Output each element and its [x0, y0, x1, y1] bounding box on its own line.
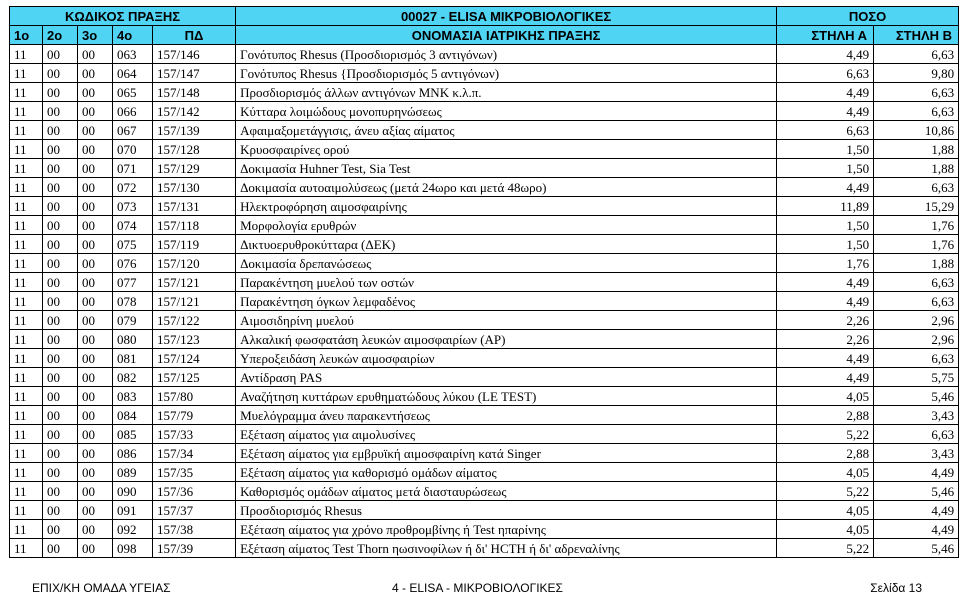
col-header-a: ΣΤΗΛΗ Α — [777, 26, 874, 45]
price-a: 5,22 — [777, 425, 874, 444]
table-row — [10, 292, 959, 311]
pd-code: 157/129 — [153, 159, 236, 178]
pd-code: 157/35 — [153, 463, 236, 482]
pd-code: 157/122 — [153, 311, 236, 330]
code-3: 00 — [78, 235, 113, 254]
code-2: 00 — [43, 330, 78, 349]
code-4: 063 — [113, 45, 153, 64]
price-b: 2,96 — [874, 330, 959, 349]
pd-code: 157/121 — [153, 273, 236, 292]
code-1: 11 — [10, 45, 43, 64]
code-3: 00 — [78, 197, 113, 216]
price-b: 5,46 — [874, 387, 959, 406]
procedure-name: Παρακέντηση μυελού των οστών — [236, 273, 777, 292]
code-2: 00 — [43, 425, 78, 444]
procedure-name: Εξέταση αίματος Test Thorn ηωσινοφίλων ή δι' ΗCTH ή δι' αδρεναλίνης — [236, 539, 777, 558]
code-3: 00 — [78, 368, 113, 387]
col-header-1: 1ο — [10, 26, 43, 45]
code-1: 11 — [10, 463, 43, 482]
code-2: 00 — [43, 83, 78, 102]
code-3: 00 — [78, 425, 113, 444]
price-a: 4,05 — [777, 463, 874, 482]
pd-code: 157/120 — [153, 254, 236, 273]
table-row — [10, 159, 959, 178]
col-header-3: 3ο — [78, 26, 113, 45]
col-header-pd: ΠΔ — [153, 26, 236, 45]
price-b: 1,88 — [874, 254, 959, 273]
code-4: 078 — [113, 292, 153, 311]
price-a: 2,26 — [777, 330, 874, 349]
code-4: 082 — [113, 368, 153, 387]
price-a: 4,49 — [777, 45, 874, 64]
code-4: 064 — [113, 64, 153, 83]
price-a: 1,50 — [777, 140, 874, 159]
procedure-name: Ηλεκτροφόρηση αιμοσφαιρίνης — [236, 197, 777, 216]
table-row — [10, 368, 959, 387]
code-3: 00 — [78, 463, 113, 482]
code-1: 11 — [10, 254, 43, 273]
procedure-name: Παρακέντηση όγκων λεμφαδένος — [236, 292, 777, 311]
code-2: 00 — [43, 216, 78, 235]
pd-code: 157/118 — [153, 216, 236, 235]
price-a: 2,88 — [777, 406, 874, 425]
code-3: 00 — [78, 444, 113, 463]
pd-code: 157/124 — [153, 349, 236, 368]
code-2: 00 — [43, 45, 78, 64]
code-3: 00 — [78, 140, 113, 159]
code-4: 079 — [113, 311, 153, 330]
pd-code: 157/147 — [153, 64, 236, 83]
code-2: 00 — [43, 349, 78, 368]
code-1: 11 — [10, 482, 43, 501]
pd-code: 157/130 — [153, 178, 236, 197]
code-2: 00 — [43, 159, 78, 178]
code-3: 00 — [78, 254, 113, 273]
price-a: 4,05 — [777, 501, 874, 520]
code-2: 00 — [43, 539, 78, 558]
table-row — [10, 444, 959, 463]
price-a: 4,05 — [777, 520, 874, 539]
table-row — [10, 178, 959, 197]
code-1: 11 — [10, 501, 43, 520]
code-1: 11 — [10, 178, 43, 197]
price-a: 2,26 — [777, 311, 874, 330]
price-b: 9,80 — [874, 64, 959, 83]
code-4: 066 — [113, 102, 153, 121]
pd-code: 157/139 — [153, 121, 236, 140]
code-2: 00 — [43, 121, 78, 140]
pd-code: 157/125 — [153, 368, 236, 387]
code-1: 11 — [10, 197, 43, 216]
col-header-4: 4ο — [113, 26, 153, 45]
code-2: 00 — [43, 292, 78, 311]
code-3: 00 — [78, 121, 113, 140]
code-4: 076 — [113, 254, 153, 273]
code-4: 073 — [113, 197, 153, 216]
table-row — [10, 83, 959, 102]
table-row — [10, 425, 959, 444]
price-a: 4,49 — [777, 273, 874, 292]
code-4: 067 — [113, 121, 153, 140]
code-3: 00 — [78, 159, 113, 178]
code-3: 00 — [78, 387, 113, 406]
pd-code: 157/80 — [153, 387, 236, 406]
code-2: 00 — [43, 520, 78, 539]
footer-center: 4 - ELISA - ΜΙΚΡΟΒΙΟΛΟΓΙΚΕΣ — [392, 581, 563, 595]
code-4: 089 — [113, 463, 153, 482]
code-1: 11 — [10, 64, 43, 83]
table-row — [10, 387, 959, 406]
procedure-name: Γονότυπος Rhesus (Προσδιορισμός 3 αντιγόνων) — [236, 45, 777, 64]
procedures-table — [9, 6, 959, 558]
price-b: 3,43 — [874, 406, 959, 425]
table-row — [10, 463, 959, 482]
code-2: 00 — [43, 197, 78, 216]
table-row — [10, 254, 959, 273]
code-3: 00 — [78, 102, 113, 121]
table-row — [10, 102, 959, 121]
procedure-name: Δοκιμασία δρεπανώσεως — [236, 254, 777, 273]
code-3: 00 — [78, 64, 113, 83]
code-2: 00 — [43, 406, 78, 425]
price-b: 4,49 — [874, 520, 959, 539]
code-2: 00 — [43, 444, 78, 463]
code-1: 11 — [10, 292, 43, 311]
price-a: 5,22 — [777, 539, 874, 558]
page-footer — [0, 575, 960, 595]
code-4: 090 — [113, 482, 153, 501]
code-1: 11 — [10, 102, 43, 121]
price-b: 6,63 — [874, 292, 959, 311]
price-b: 5,46 — [874, 482, 959, 501]
price-a: 5,22 — [777, 482, 874, 501]
price-b: 15,29 — [874, 197, 959, 216]
code-4: 070 — [113, 140, 153, 159]
pd-code: 157/131 — [153, 197, 236, 216]
code-1: 11 — [10, 349, 43, 368]
price-b: 2,96 — [874, 311, 959, 330]
header-row-1 — [10, 7, 959, 26]
table-row — [10, 520, 959, 539]
pd-code: 157/39 — [153, 539, 236, 558]
price-b: 10,86 — [874, 121, 959, 140]
price-b: 3,43 — [874, 444, 959, 463]
code-1: 11 — [10, 311, 43, 330]
code-2: 00 — [43, 235, 78, 254]
procedure-name: Αλκαλική φωσφατάση λευκών αιμοσφαιρίων (ΑΡ) — [236, 330, 777, 349]
pd-code: 157/33 — [153, 425, 236, 444]
procedure-name: Προσδιορισμός άλλων αντιγόνων ΜΝΚ κ.λ.π. — [236, 83, 777, 102]
code-4: 083 — [113, 387, 153, 406]
price-b: 6,63 — [874, 178, 959, 197]
code-1: 11 — [10, 425, 43, 444]
code-3: 00 — [78, 520, 113, 539]
header-row-2 — [10, 26, 959, 45]
code-3: 00 — [78, 482, 113, 501]
code-3: 00 — [78, 539, 113, 558]
code-3: 00 — [78, 330, 113, 349]
code-2: 00 — [43, 273, 78, 292]
code-1: 11 — [10, 83, 43, 102]
procedure-name: Καθορισμός ομάδων αίματος μετά διασταυρώσεως — [236, 482, 777, 501]
code-2: 00 — [43, 482, 78, 501]
code-1: 11 — [10, 387, 43, 406]
code-1: 11 — [10, 520, 43, 539]
code-4: 092 — [113, 520, 153, 539]
code-3: 00 — [78, 83, 113, 102]
price-a: 1,50 — [777, 235, 874, 254]
code-1: 11 — [10, 330, 43, 349]
price-a: 4,05 — [777, 387, 874, 406]
price-b: 5,46 — [874, 539, 959, 558]
price-b: 6,63 — [874, 102, 959, 121]
procedure-name: Εξέταση αίματος για καθορισμό ομάδων αίματος — [236, 463, 777, 482]
table-row — [10, 140, 959, 159]
procedure-name: Αιμοσιδηρίνη μυελού — [236, 311, 777, 330]
price-b: 6,63 — [874, 349, 959, 368]
code-1: 11 — [10, 539, 43, 558]
price-a: 4,49 — [777, 368, 874, 387]
procedure-name: Προσδιορισμός Rhesus — [236, 501, 777, 520]
price-a: 2,88 — [777, 444, 874, 463]
code-4: 074 — [113, 216, 153, 235]
col-header-name: ΟΝΟΜΑΣΙΑ ΙΑΤΡΙΚΗΣ ΠΡΑΞΗΣ — [236, 26, 777, 45]
pd-code: 157/146 — [153, 45, 236, 64]
table-row — [10, 235, 959, 254]
price-a: 4,49 — [777, 83, 874, 102]
procedure-name: Αναζήτηση κυττάρων ερυθηματώδους λύκου (LE TEST) — [236, 387, 777, 406]
document-title: 00027 - ELISA ΜΙΚΡΟΒΙΟΛΟΓΙΚΕΣ — [236, 7, 777, 26]
procedure-name: Δοκιμασία αυτοαιμολύσεως (μετά 24ωρο και μετά 48ωρο) — [236, 178, 777, 197]
price-a: 4,49 — [777, 292, 874, 311]
price-a: 11,89 — [777, 197, 874, 216]
procedure-name: Κύτταρα λοιμώδους μονοπυρηνώσεως — [236, 102, 777, 121]
pd-code: 157/123 — [153, 330, 236, 349]
pd-code: 157/34 — [153, 444, 236, 463]
price-a: 6,63 — [777, 121, 874, 140]
page-number: Σελίδα 13 — [870, 581, 922, 595]
code-3: 00 — [78, 292, 113, 311]
table-row — [10, 273, 959, 292]
code-1: 11 — [10, 368, 43, 387]
table-row — [10, 216, 959, 235]
table-row — [10, 64, 959, 83]
amount-header: ΠΟΣΟ — [777, 7, 959, 26]
code-3: 00 — [78, 216, 113, 235]
procedure-name: Εξέταση αίματος για χρόνο προθρομβίνης ή Test ηπαρίνης — [236, 520, 777, 539]
code-2: 00 — [43, 311, 78, 330]
price-a: 4,49 — [777, 349, 874, 368]
price-a: 4,49 — [777, 178, 874, 197]
price-b: 6,63 — [874, 83, 959, 102]
code-2: 00 — [43, 368, 78, 387]
pd-code: 157/121 — [153, 292, 236, 311]
col-header-2: 2ο — [43, 26, 78, 45]
procedure-name: Εξέταση αίματος για εμβρυϊκή αιμοσφαιρίνη κατά Singer — [236, 444, 777, 463]
pd-code: 157/128 — [153, 140, 236, 159]
code-4: 084 — [113, 406, 153, 425]
pd-code: 157/142 — [153, 102, 236, 121]
code-2: 00 — [43, 64, 78, 83]
price-b: 1,88 — [874, 159, 959, 178]
code-4: 081 — [113, 349, 153, 368]
price-b: 6,63 — [874, 273, 959, 292]
procedure-name: Υπεροξειδάση λευκών αιμοσφαιρίων — [236, 349, 777, 368]
code-1: 11 — [10, 216, 43, 235]
table-row — [10, 311, 959, 330]
code-1: 11 — [10, 159, 43, 178]
code-3: 00 — [78, 406, 113, 425]
price-b: 1,76 — [874, 216, 959, 235]
pd-code: 157/119 — [153, 235, 236, 254]
code-4: 065 — [113, 83, 153, 102]
code-1: 11 — [10, 273, 43, 292]
code-4: 080 — [113, 330, 153, 349]
price-a: 1,50 — [777, 216, 874, 235]
price-b: 6,63 — [874, 425, 959, 444]
procedure-name: Αντίδραση PAS — [236, 368, 777, 387]
price-a: 1,76 — [777, 254, 874, 273]
price-b: 1,88 — [874, 140, 959, 159]
procedure-name: Εξέταση αίματος για αιμολυσίνες — [236, 425, 777, 444]
pd-code: 157/79 — [153, 406, 236, 425]
code-2: 00 — [43, 463, 78, 482]
code-4: 075 — [113, 235, 153, 254]
procedure-name: Δικτυοερυθροκύτταρα (ΔΕΚ) — [236, 235, 777, 254]
pd-code: 157/37 — [153, 501, 236, 520]
price-b: 1,76 — [874, 235, 959, 254]
table-row — [10, 406, 959, 425]
price-b: 5,75 — [874, 368, 959, 387]
code-header: ΚΩΔΙΚΟΣ ΠΡΑΞΗΣ — [10, 7, 236, 26]
price-a: 4,49 — [777, 102, 874, 121]
code-1: 11 — [10, 406, 43, 425]
table-row — [10, 539, 959, 558]
code-3: 00 — [78, 311, 113, 330]
price-b: 4,49 — [874, 501, 959, 520]
code-3: 00 — [78, 45, 113, 64]
code-4: 072 — [113, 178, 153, 197]
code-1: 11 — [10, 140, 43, 159]
code-1: 11 — [10, 121, 43, 140]
price-a: 6,63 — [777, 64, 874, 83]
procedure-name: Κρυοσφαιρίνες ορού — [236, 140, 777, 159]
code-4: 085 — [113, 425, 153, 444]
pd-code: 157/36 — [153, 482, 236, 501]
code-4: 077 — [113, 273, 153, 292]
code-2: 00 — [43, 140, 78, 159]
procedure-name: Γονότυπος Rhesus {Προσδιορισμός 5 αντιγόνων) — [236, 64, 777, 83]
code-4: 071 — [113, 159, 153, 178]
price-b: 6,63 — [874, 45, 959, 64]
code-2: 00 — [43, 254, 78, 273]
code-2: 00 — [43, 178, 78, 197]
footer-left: ΕΠΙΧ/ΚΗ ΟΜΑΔΑ ΥΓΕΙΑΣ — [32, 581, 171, 595]
table-row — [10, 121, 959, 140]
procedure-name: Μορφολογία ερυθρών — [236, 216, 777, 235]
code-2: 00 — [43, 387, 78, 406]
code-2: 00 — [43, 102, 78, 121]
table-row — [10, 45, 959, 64]
code-4: 086 — [113, 444, 153, 463]
code-1: 11 — [10, 444, 43, 463]
code-1: 11 — [10, 235, 43, 254]
pd-code: 157/38 — [153, 520, 236, 539]
procedure-name: Δοκιμασία Huhner Test, Sia Test — [236, 159, 777, 178]
code-4: 098 — [113, 539, 153, 558]
table-row — [10, 330, 959, 349]
procedure-name: Αφαιμαξομετάγγισις, άνευ αξίας αίματος — [236, 121, 777, 140]
col-header-b: ΣΤΗΛΗ Β — [874, 26, 959, 45]
table-row — [10, 501, 959, 520]
table-row — [10, 197, 959, 216]
code-3: 00 — [78, 501, 113, 520]
code-3: 00 — [78, 178, 113, 197]
table-row — [10, 349, 959, 368]
procedure-name: Μυελόγραμμα άνευ παρακεντήσεως — [236, 406, 777, 425]
code-3: 00 — [78, 349, 113, 368]
price-a: 1,50 — [777, 159, 874, 178]
code-2: 00 — [43, 501, 78, 520]
code-4: 091 — [113, 501, 153, 520]
code-3: 00 — [78, 273, 113, 292]
pd-code: 157/148 — [153, 83, 236, 102]
table-row — [10, 482, 959, 501]
price-b: 4,49 — [874, 463, 959, 482]
